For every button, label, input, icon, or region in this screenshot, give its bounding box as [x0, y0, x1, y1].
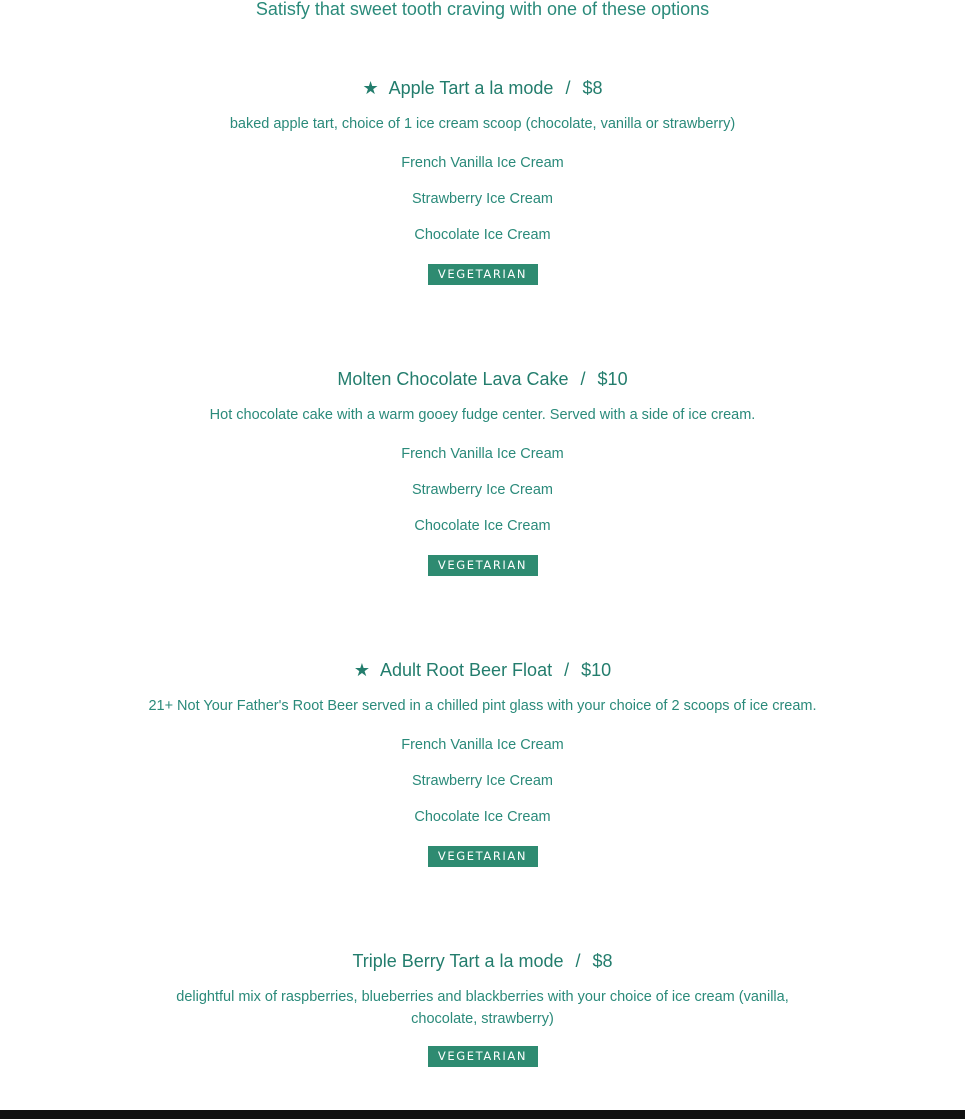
- menu-item-triple-berry-tart: [0, 949, 965, 1067]
- item-title: [0, 949, 965, 973]
- item-title: [0, 367, 965, 391]
- star-icon: ★: [353, 660, 370, 680]
- option-item[interactable]: Strawberry Ice Cream: [411, 773, 553, 789]
- item-name: Adult Root Beer Float: [379, 660, 553, 680]
- item-price: $10: [597, 369, 628, 389]
- option-item[interactable]: Chocolate Ice Cream: [414, 809, 551, 825]
- menu-item-root-beer-float: [0, 658, 965, 867]
- option-item[interactable]: French Vanilla Ice Cream: [401, 155, 564, 171]
- item-description: Hot chocolate cake with a warm gooey fudge center. Served with a side of ice cream.: [209, 407, 756, 423]
- vegetarian-badge: VEGETARIAN: [428, 264, 538, 285]
- option-item[interactable]: French Vanilla Ice Cream: [401, 737, 564, 753]
- item-name: Triple Berry Tart a la mode: [352, 951, 564, 971]
- price-separator: /: [580, 369, 586, 389]
- item-name: Apple Tart a la mode: [388, 78, 554, 98]
- vegetarian-badge: VEGETARIAN: [428, 846, 538, 867]
- item-name: Molten Chocolate Lava Cake: [337, 369, 569, 389]
- option-item[interactable]: Strawberry Ice Cream: [411, 191, 553, 207]
- item-price: $10: [581, 660, 612, 680]
- item-title: [0, 658, 965, 682]
- item-description: baked apple tart, choice of 1 ice cream scoop (chocolate, vanilla or strawberry): [229, 116, 736, 132]
- menu-item-apple-tart: [0, 76, 965, 285]
- item-description: 21+ Not Your Father's Root Beer served in a chilled pint glass with your choice of 2 scoops of ice cream.: [148, 698, 817, 714]
- option-item[interactable]: French Vanilla Ice Cream: [401, 446, 564, 462]
- item-price: $8: [592, 951, 613, 971]
- option-item[interactable]: Chocolate Ice Cream: [414, 518, 551, 534]
- price-separator: /: [565, 78, 571, 98]
- star-icon: ★: [362, 78, 379, 98]
- option-list: [0, 153, 965, 261]
- option-item[interactable]: Chocolate Ice Cream: [414, 227, 551, 243]
- menu-item-lava-cake: [0, 367, 965, 576]
- vegetarian-badge: VEGETARIAN: [428, 1046, 538, 1067]
- item-price: $8: [582, 78, 603, 98]
- item-title: [0, 76, 965, 100]
- menu-subtitle: Satisfy that sweet tooth craving with one of these options: [255, 0, 710, 19]
- option-list: [0, 444, 965, 552]
- option-list: [0, 735, 965, 843]
- option-item[interactable]: Strawberry Ice Cream: [411, 482, 553, 498]
- vegetarian-badge: VEGETARIAN: [428, 555, 538, 576]
- item-description: delightful mix of raspberries, blueberries and blackberries with your choice of ice cream (vanilla, chocolate, strawberry): [176, 989, 789, 1027]
- footer-bar: [0, 1110, 965, 1119]
- price-separator: /: [564, 660, 570, 680]
- price-separator: /: [575, 951, 581, 971]
